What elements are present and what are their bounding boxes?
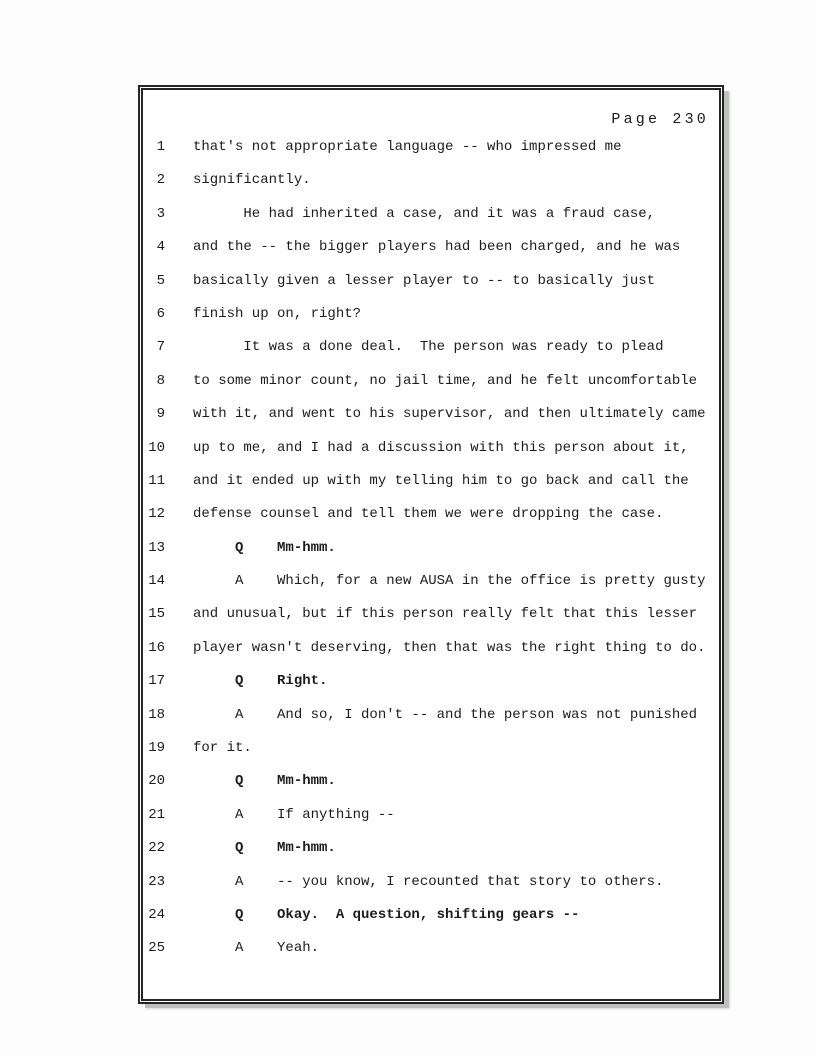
line-text: player wasn't deserving, then that was the right thing to do. (193, 639, 706, 656)
line-text: Q Mm-hmm. (193, 539, 336, 556)
transcript-line (143, 473, 719, 506)
line-text: A -- you know, I recounted that story to others. (193, 873, 664, 890)
transcript-line (143, 540, 719, 573)
line-text: A Yeah. (193, 940, 320, 957)
line-number: 22 (148, 840, 165, 857)
line-number: 3 (156, 205, 165, 222)
line-number: 16 (148, 639, 165, 656)
transcript-line (143, 239, 719, 272)
line-number: 11 (148, 472, 165, 489)
transcript-line (143, 206, 719, 239)
transcript-line (143, 807, 719, 840)
line-number: 7 (156, 339, 165, 356)
transcript-line (143, 406, 719, 439)
line-number: 8 (156, 372, 165, 389)
line-number: 1 (156, 139, 165, 155)
line-text: A And so, I don't -- and the person was not punished (193, 706, 698, 723)
line-number: 18 (148, 706, 165, 723)
line-text: A Which, for a new AUSA in the office is pretty gusty (193, 573, 706, 590)
line-text: significantly. (193, 172, 311, 189)
line-text: finish up on, right? (193, 305, 362, 322)
line-number: 19 (148, 740, 165, 757)
transcript-line (143, 740, 719, 773)
transcript-line (143, 907, 719, 940)
line-number: 25 (148, 940, 165, 957)
line-text: Q Right. (193, 673, 328, 690)
line-number: 10 (148, 439, 165, 456)
line-text: He had inherited a case, and it was a fraud case, (193, 205, 656, 222)
transcript-line (143, 673, 719, 706)
line-number: 9 (156, 406, 165, 423)
transcript-line (143, 773, 719, 806)
line-number: 2 (156, 172, 165, 189)
line-text: defense counsel and tell them we were dropping the case. (193, 506, 664, 523)
transcript-lines (143, 139, 719, 974)
line-text: Q Okay. A question, shifting gears -- (193, 906, 580, 923)
transcript-line (143, 373, 719, 406)
line-number: 4 (156, 239, 165, 256)
transcript-line (143, 707, 719, 740)
transcript-line (143, 573, 719, 606)
page-number: Page 230 (611, 111, 709, 128)
line-number: 21 (148, 806, 165, 823)
transcript-line (143, 874, 719, 907)
line-number: 6 (156, 305, 165, 322)
transcript-line (143, 640, 719, 673)
transcript-line (143, 339, 719, 372)
transcript-line (143, 440, 719, 473)
line-number: 15 (148, 606, 165, 623)
line-text: and unusual, but if this person really felt that this lesser (193, 606, 698, 623)
line-text: for it. (193, 740, 252, 757)
line-text: with it, and went to his supervisor, and then ultimately came (193, 406, 706, 423)
transcript-line (143, 940, 719, 973)
transcript-page-frame (138, 85, 724, 1004)
line-number: 5 (156, 272, 165, 289)
transcript-line (143, 506, 719, 539)
line-number: 20 (148, 773, 165, 790)
line-number: 13 (148, 539, 165, 556)
line-number: 24 (148, 906, 165, 923)
line-text: A If anything -- (193, 806, 395, 823)
transcript-line (143, 306, 719, 339)
transcript-line (143, 172, 719, 205)
line-number: 17 (148, 673, 165, 690)
line-number: 12 (148, 506, 165, 523)
line-text: basically given a lesser player to -- to basically just (193, 272, 656, 289)
transcript-line (143, 606, 719, 639)
transcript-line (143, 840, 719, 873)
transcript-line (143, 273, 719, 306)
line-text: Q Mm-hmm. (193, 840, 336, 857)
transcript-line (143, 139, 719, 172)
line-text: and the -- the bigger players had been charged, and he was (193, 239, 681, 256)
line-number: 23 (148, 873, 165, 890)
line-text: and it ended up with my telling him to go back and call the (193, 472, 689, 489)
line-text: Q Mm-hmm. (193, 773, 336, 790)
line-number: 14 (148, 573, 165, 590)
line-text: up to me, and I had a discussion with this person about it, (193, 439, 689, 456)
line-text: that's not appropriate language -- who impressed me (193, 139, 622, 155)
line-text: to some minor count, no jail time, and he felt uncomfortable (193, 372, 698, 389)
line-text: It was a done deal. The person was ready to plead (193, 339, 664, 356)
